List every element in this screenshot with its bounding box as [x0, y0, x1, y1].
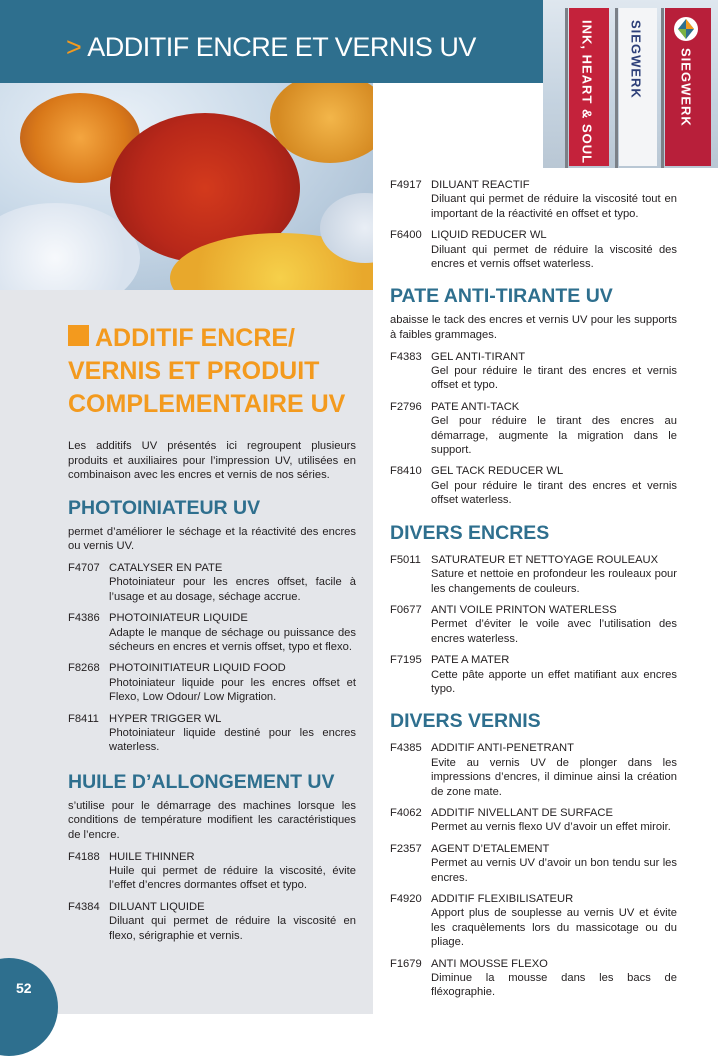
product-entry	[390, 603, 677, 646]
product-description: Diminue la mousse dans les bacs de fléxographie.	[431, 972, 677, 999]
right-column	[390, 178, 677, 1000]
product-description: Permet d’éviter le voile avec l’utilisation des encres waterless.	[431, 618, 677, 645]
product-entry	[390, 553, 677, 596]
product-code: F4707	[68, 561, 100, 574]
product-description: Gel pour réduire le tirant des encres au démarrage, augmente la migration dans le support.	[431, 415, 677, 457]
main-title-line: VERNIS ET PRODUIT	[68, 357, 320, 385]
product-description: Adapte le manque de séchage ou puissance des sécheurs en encres et vernis offset, typo et flexo.	[109, 626, 356, 653]
product-name: DILUANT REACTIF	[431, 179, 530, 191]
product-code: F4385	[390, 742, 422, 755]
product-section	[68, 495, 356, 755]
flag-brand-white: SIEGWERK	[628, 20, 644, 99]
section-description: abaisse le tack des encres et vernis UV pour les supports à faibles grammages.	[390, 314, 677, 342]
section-description: s’utilise pour le démarrage des machines lorsque les conditions de température modifient les caractéristiques de l’encre.	[68, 799, 356, 842]
product-entry	[390, 228, 677, 271]
product-name: ADDITIF FLEXIBILISATEUR	[431, 893, 574, 905]
product-description: Diluant qui permet de réduire la viscosité en flexo, sérigraphie et vernis.	[109, 915, 356, 942]
product-name: SATURATEUR ET NETTOYAGE ROULEAUX	[431, 553, 659, 566]
product-entry	[390, 350, 677, 393]
product-entry	[68, 661, 356, 704]
product-name: GEL ANTI-TIRANT	[431, 350, 526, 363]
product-code: F6400	[390, 229, 422, 242]
product-description: Huile qui permet de réduire la viscosité, évite l’effet d’encres dormantes offset et typo.	[109, 865, 356, 892]
product-description: Gel pour réduire le tirant des encres et vernis offset et typo.	[431, 365, 677, 392]
product-entry	[390, 842, 677, 885]
product-entry	[68, 900, 356, 943]
product-code: F0677	[390, 603, 422, 616]
left-column	[68, 322, 356, 943]
product-entry	[390, 400, 677, 458]
product-description: Diluant qui permet de réduire la viscosité tout en important de la réactivité en offset et typo.	[431, 193, 677, 220]
product-entry	[390, 741, 677, 799]
header-band	[0, 0, 543, 83]
product-code: F4062	[390, 806, 422, 819]
product-name: DILUANT LIQUIDE	[109, 900, 205, 913]
product-entry	[390, 653, 677, 696]
section-title: PHOTOINIATEUR UV	[68, 496, 261, 519]
product-description: Gel pour réduire le tirant des encres et vernis offset waterless.	[431, 479, 677, 507]
siegwerk-logo-icon	[673, 16, 699, 42]
product-section	[390, 708, 677, 1000]
product-entry	[68, 561, 356, 604]
right-sections	[390, 283, 677, 999]
product-section	[390, 283, 677, 507]
flag-white	[615, 8, 657, 168]
product-code: F4384	[68, 900, 100, 913]
product-description: Photoiniateur liquide pour les encres offset et Flexo, Low Odour/ Low Migration.	[109, 676, 356, 704]
product-code: F4917	[390, 179, 422, 191]
section-title: PATE ANTI-TIRANTE UV	[390, 285, 613, 308]
product-name: HYPER TRIGGER WL	[109, 712, 222, 725]
product-code: F4386	[68, 612, 100, 625]
product-entry	[68, 611, 356, 654]
section-title: HUILE D’ALLONGEMENT UV	[68, 770, 335, 793]
product-name: ADDITIF NIVELLANT DE SURFACE	[431, 806, 613, 819]
product-name: PATE ANTI-TACK	[431, 400, 520, 413]
product-description: Permet au vernis flexo UV d’avoir un effet miroir.	[431, 821, 671, 834]
product-description: Diluant qui permet de réduire la viscosité des encres et vernis offset waterless.	[431, 243, 677, 271]
main-title-line: COMPLEMENTAIRE UV	[68, 390, 346, 418]
left-sections	[68, 495, 356, 943]
page-title-text: ADDITIF ENCRE ET VERNIS UV	[87, 32, 476, 62]
product-name: GEL TACK REDUCER WL	[431, 465, 564, 478]
product-name: HUILE THINNER	[109, 850, 195, 863]
product-code: F2357	[390, 842, 422, 855]
flag-red-2	[661, 8, 711, 168]
product-section	[390, 520, 677, 697]
flag-slogan: INK, HEART & SOUL	[579, 20, 595, 165]
flag-red	[565, 8, 609, 168]
product-code: F7195	[390, 654, 422, 667]
product-description: Apport plus de souplesse au vernis UV et évite les craquèlements lors du massicotage ou du pliage.	[431, 907, 677, 949]
product-code: F5011	[390, 553, 421, 566]
product-name: ADDITIF ANTI-PENETRANT	[431, 742, 574, 755]
section-title: DIVERS ENCRES	[390, 521, 550, 544]
product-description: Permet au vernis UV d’avoir un bon tendu sur les encres.	[431, 857, 677, 884]
product-name: AGENT D’ETALEMENT	[431, 842, 550, 855]
product-name: ANTI VOILE PRINTON WATERLESS	[431, 603, 617, 616]
chevron-right-icon: >	[66, 32, 82, 62]
product-name: LIQUID REDUCER WL	[431, 229, 547, 242]
product-description: Photoiniateur liquide destiné pour les encres waterless.	[109, 727, 356, 754]
pigments-photo	[0, 83, 373, 290]
main-title-line: ADDITIF ENCRE/	[95, 324, 295, 352]
intro-text: Les additifs UV présentés ici regroupent plusieurs produits et auxiliaires pour l’impression UV, utilisées en combinaison avec les encres et vernis de nos séries.	[68, 440, 356, 482]
product-entry	[390, 464, 677, 507]
product-entry	[68, 712, 356, 755]
product-description: Cette pâte apporte un effet matifiant aux encres typo.	[431, 668, 677, 695]
product-entry	[390, 806, 677, 835]
product-entry	[390, 957, 677, 1000]
product-description: Evite au vernis UV de plonger dans les impressions d’encres, il diminue ainsi la création de zone mate.	[431, 756, 677, 798]
product-description: Sature et nettoie en profondeur les rouleaux pour les changements de couleurs.	[431, 568, 677, 595]
product-code: F8411	[68, 712, 99, 725]
page-title	[66, 32, 476, 63]
product-name: CATALYSER EN PATE	[109, 561, 223, 574]
page-number: 52	[16, 980, 32, 996]
product-name: PHOTOINITIATEUR LIQUID FOOD	[109, 662, 286, 675]
product-code: F8268	[68, 662, 100, 675]
product-code: F2796	[390, 400, 422, 413]
product-code: F4383	[390, 350, 422, 363]
product-code: F1679	[390, 957, 422, 970]
product-name: PATE A MATER	[431, 654, 510, 667]
product-code: F4920	[390, 893, 422, 905]
section-title: DIVERS VERNIS	[390, 710, 541, 733]
product-entry	[68, 850, 356, 893]
product-description: Photoiniateur pour les encres offset, facile à l’usage et au dosage, séchage accrue.	[109, 576, 356, 603]
orange-square-icon	[68, 325, 89, 346]
right-top-entries	[390, 178, 677, 271]
product-code: F8410	[390, 465, 422, 478]
section-description: permet d’améliorer le séchage et la réactivité des encres ou vernis UV.	[68, 525, 356, 553]
product-code: F4188	[68, 850, 100, 863]
main-title	[68, 322, 356, 421]
product-name: ANTI MOUSSE FLEXO	[431, 957, 548, 970]
product-entry	[390, 178, 677, 221]
product-entry	[390, 892, 677, 950]
flag-brand-red: SIEGWERK	[678, 48, 694, 127]
flags-photo	[543, 0, 718, 168]
product-name: PHOTOINIATEUR LIQUIDE	[109, 612, 248, 625]
product-section	[68, 769, 356, 943]
